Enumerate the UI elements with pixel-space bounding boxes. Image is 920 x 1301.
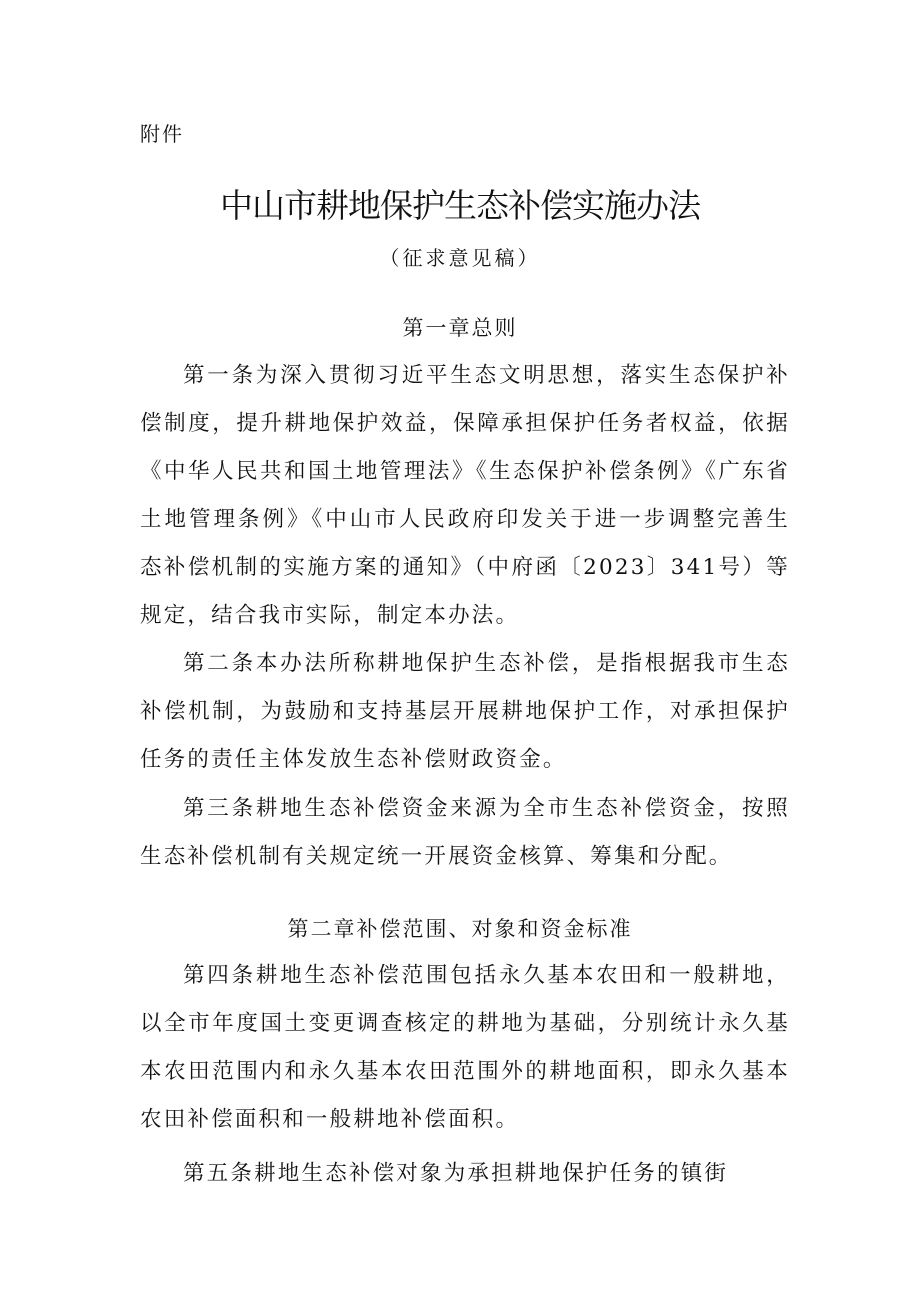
article-2: 第二条本办法所称耕地保护生态补偿，是指根据我市生态补偿机制，为鼓励和支持基层开展耕地保护工作，对承担保护任务的责任主体发放生态补偿财政资金。 — [140, 651, 790, 772]
article-5: 第五条耕地生态补偿对象为承担耕地保护任务的镇街 — [183, 1161, 729, 1186]
article-4: 第四条耕地生态补偿范围包括永久基本农田和一般耕地，以全市年度国土变更调查核定的耕地为基础，分别统计永久基本农田范围内和永久基本农田范围外的耕地面积，即永久基本农田补偿面积和一般耕地补偿面积。 — [140, 963, 790, 1132]
attachment-label: 附件 — [140, 122, 184, 146]
article-3: 第三条耕地生态补偿资金来源为全市生态补偿资金，按照生态补偿机制有关规定统一开展资金核算、筹集和分配。 — [140, 796, 790, 869]
document-subtitle: （征求意见稿） — [379, 246, 541, 270]
document-title: 中山市耕地保护生态补偿实施办法 — [220, 186, 700, 225]
chapter-heading-1: 第一章总则 — [402, 316, 518, 340]
chapter-heading-2: 第二章补偿范围、对象和资金标准 — [287, 917, 633, 941]
article-1: 第一条为深入贯彻习近平生态文明思想，落实生态保护补偿制度，提升耕地保护效益，保障承担保护任务者权益，依据《中华人民共和国土地管理法》《生态保护补偿条例》《广东省土地管理条例》《中山市人民政府印发关于进一步调整完善生态补偿机制的实施方案的通知》（中府函〔2023〕341号）等规定，结合我市实际，制定本办法。 — [140, 363, 790, 628]
